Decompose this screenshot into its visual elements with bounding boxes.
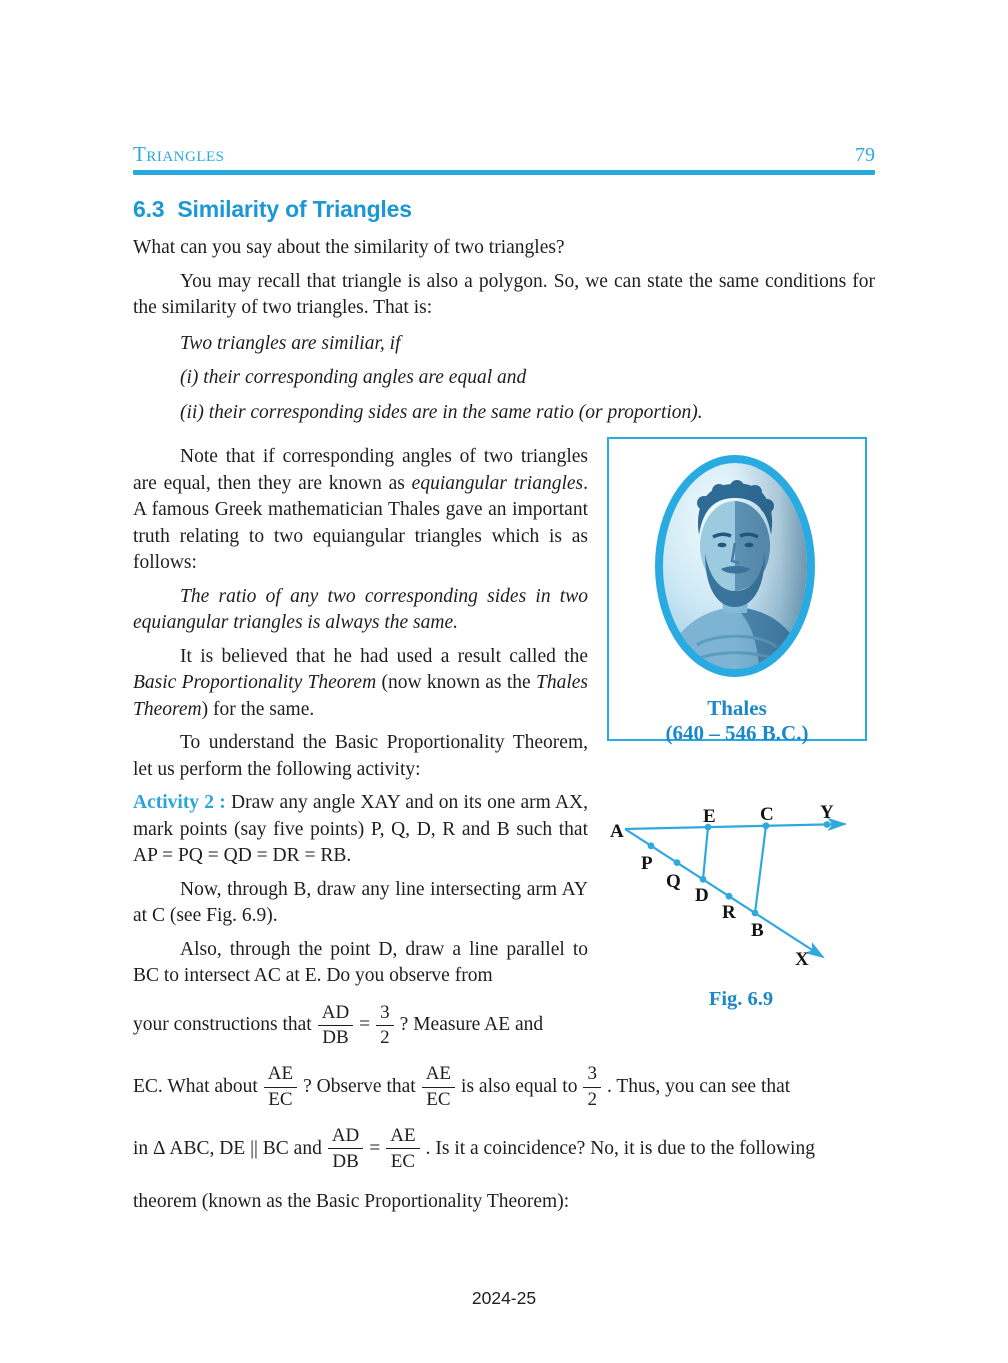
point-label-y: Y [820,802,834,823]
fraction-ae-ec [422,1063,455,1111]
intro-question: What can you say about the similarity of two triangles? [133,237,565,258]
two-column-region [133,437,875,1049]
understand-paragraph: To understand the Basic Proportionality Theorem, let us perform the following activity: [133,732,588,780]
fraction-ae-ec [386,1125,419,1173]
thales-theorem-term: Thales Theorem [133,672,588,720]
intro-recall: You may recall that triangle is also a polygon. So, we can state the same conditions for the similarity of two triangles. That is: [133,270,875,318]
header-rule [133,170,875,175]
fraction-denominator: EC [390,1150,416,1172]
activity-label: Activity 2 : [133,792,226,813]
section-title: Similarity of Triangles [177,196,412,222]
fraction-ad-db [318,1002,353,1050]
fraction-three-two [583,1063,601,1111]
observe-line [133,1063,875,1111]
point-label-r: R [722,902,736,923]
point-label-x: X [795,949,809,970]
fraction-numerator: AE [264,1063,297,1087]
note-paragraph [133,444,588,577]
section-heading [133,196,875,223]
coincidence-text-2: . Is it a coincidence? No, it is due to the following [425,1137,815,1159]
activity-paragraph [133,790,588,870]
thales-name: Thales [707,696,767,720]
section-number: 6.3 [133,196,165,222]
fraction-denominator: EC [268,1089,293,1111]
equals-sign: = [369,1137,381,1159]
fraction-denominator: DB [332,1150,359,1172]
fraction-numerator: 3 [583,1063,601,1087]
bpt-term: Basic Proportionality Theorem [133,672,377,693]
observe-text-1: EC. What about [133,1076,258,1098]
point-label-d: D [695,885,709,906]
fraction-ad-db [328,1125,363,1173]
activity-text: Draw any angle XAY and on its one arm AX, mark points (say five points) P, Q, D, R and B such that AP = PQ = QD = DR = RB. [133,792,588,866]
constructions-text-1: your constructions that [133,1014,312,1036]
believed-text-2: (now known as the [376,672,536,693]
observe-text-3: is also equal to [461,1076,578,1098]
observe-text-4: . Thus, you can see that [606,1076,791,1098]
fraction-numerator: 3 [376,1002,394,1026]
angle-diagram [607,791,875,981]
note-text-1: Note that if corresponding angles of two triangles are equal, then they are known as [133,446,588,494]
believed-text-3: ) for the same. [201,698,315,720]
page-header [133,142,875,167]
note-text-2: . A famous Greek mathematician Thales gave an important truth relating to two equiangular triangles which is as follows: [133,472,588,573]
also-paragraph: Also, through the point D, draw a line parallel to BC to intersect AC at E. Do you observe from [133,938,588,986]
left-column [133,437,588,1049]
fraction-three-two [376,1002,394,1050]
constructions-text-2: ? Measure AE and [399,1014,544,1036]
fraction-denominator: 2 [587,1089,597,1111]
thales-portrait-box [607,437,867,745]
fraction-numerator: AD [318,1002,353,1026]
point-label-c: C [760,804,774,825]
point-label-b: B [751,920,764,941]
ratio-quote: The ratio of any two corresponding sides in two equiangular triangles is always the same. [133,585,588,633]
right-column [607,437,875,1049]
coincidence-text-1: in Δ ABC, DE || BC and [133,1137,322,1159]
believed-paragraph [133,644,588,724]
point-label-q: Q [666,871,681,892]
similar-definition: Two triangles are similiar, if [180,332,401,354]
coincidence-line [133,1125,875,1173]
fraction-numerator: AE [386,1125,419,1149]
chapter-running-title: Triangles [133,142,225,166]
now-paragraph: Now, through B, draw any line intersecting arm AY at C (see Fig. 6.9). [133,878,588,926]
condition-i: (i) their corresponding angles are equal and [180,367,527,388]
point-label-e: E [703,806,716,827]
fraction-denominator: 2 [380,1027,390,1049]
fraction-numerator: AD [328,1125,363,1149]
fraction-denominator: DB [322,1027,349,1049]
constructions-line [133,1002,588,1050]
fraction-denominator: EC [426,1089,451,1111]
bottom-region [133,1063,875,1215]
page-number: 79 [855,144,875,166]
thales-years: (640 – 546 B.C.) [665,721,809,745]
fraction-numerator: AE [422,1063,455,1087]
condition-ii: (ii) their corresponding sides are in the same ratio (or proportion). [180,401,703,423]
thales-portrait-image [609,443,862,691]
point-label-p: P [641,853,653,874]
believed-text-1: It is believed that he had used a result called the [180,645,588,667]
equals-sign: = [359,1014,371,1036]
diagram-lines [625,824,845,957]
edition-footer: 2024-25 [471,1288,537,1308]
note-equiangular-term: equiangular triangles [411,472,584,494]
theorem-lead-line: theorem (known as the Basic Proportionality Theorem): [133,1190,570,1212]
observe-text-2: ? Observe that [303,1076,416,1098]
point-label-a: A [610,821,624,842]
figure-6-9 [607,791,875,1011]
figure-caption: Fig. 6.9 [708,988,774,1010]
fraction-ae-ec [264,1063,297,1111]
